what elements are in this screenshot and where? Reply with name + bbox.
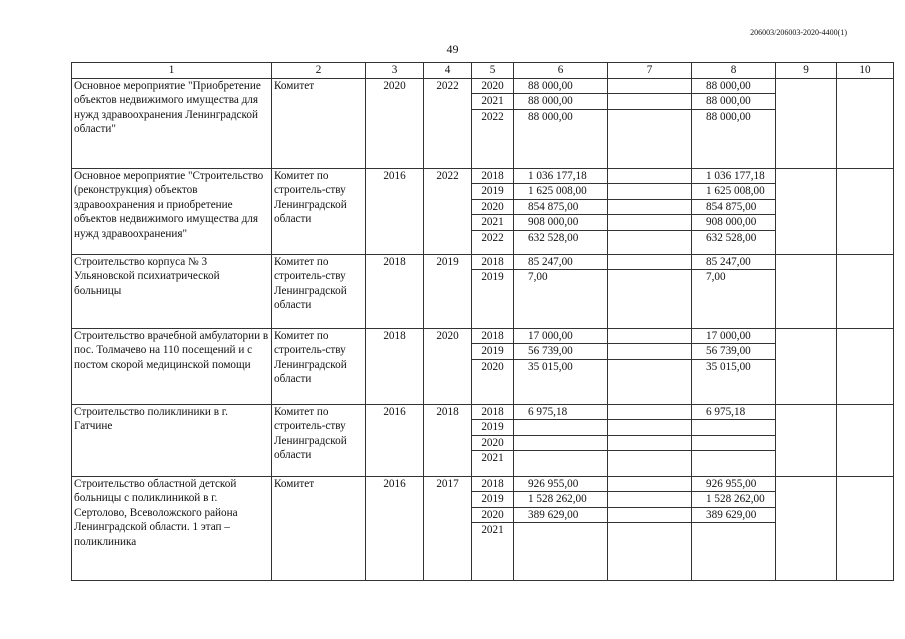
column-10-cell (837, 476, 894, 580)
amount-cell (608, 477, 691, 492)
amount-column-6 (514, 404, 608, 476)
program-table (71, 62, 894, 581)
subrow-table (472, 79, 513, 125)
subrow (472, 184, 513, 200)
amount-cell (608, 507, 691, 523)
amount-cell (608, 492, 691, 508)
amount-cell: 88 000,00 (514, 94, 607, 110)
subrow (472, 79, 513, 94)
end-year: 2018 (424, 404, 472, 476)
subrow-table (514, 477, 607, 538)
amount-cell (608, 199, 691, 215)
amount-cell (608, 270, 691, 285)
amount-column-6 (514, 328, 608, 404)
subrow (608, 523, 691, 538)
subrow (692, 329, 775, 344)
year-cell: 2018 (481, 405, 504, 418)
amount-cell: 908 000,00 (692, 215, 775, 231)
subrow-table (472, 477, 513, 538)
subrow (608, 94, 691, 110)
subrow (472, 451, 513, 466)
subrow-table (692, 79, 775, 125)
end-year: 2019 (424, 254, 472, 328)
start-year: 2016 (366, 168, 424, 254)
table-row (72, 168, 894, 254)
amount-cell (514, 523, 607, 538)
year-cell: 2018 (481, 477, 504, 490)
subrow (514, 230, 607, 245)
column-header: 4 (424, 63, 472, 79)
subrow (472, 405, 513, 420)
year-cell: 2020 (472, 507, 513, 523)
executor: Комитет по строитель-ству Ленинградской области (272, 168, 366, 254)
amount-cell: 6 975,18 (528, 405, 568, 418)
subrow-table (472, 255, 513, 285)
document-number: 206003/206003-2020-4400(1) (750, 28, 847, 37)
amount-cell: 632 528,00 (692, 230, 775, 245)
subrow (608, 420, 691, 436)
subrow-table (692, 477, 775, 538)
amount-cell: 88 000,00 (706, 79, 751, 92)
amount-cell (692, 523, 775, 538)
subrow (692, 523, 775, 538)
years-column (472, 328, 514, 404)
subrow (472, 344, 513, 360)
subrow-table (472, 329, 513, 375)
amount-cell (608, 405, 691, 420)
start-year: 2018 (366, 328, 424, 404)
subrow (608, 199, 691, 215)
executor: Комитет (272, 476, 366, 580)
amount-cell (692, 451, 775, 466)
year-cell: 2018 (481, 169, 504, 182)
activity-name: Строительство областной детской больницы с поликлиникой в г. Сертолово, Всеволожского района Ленинградской области. 1 этап – поликлиника (72, 476, 272, 580)
subrow (692, 255, 775, 270)
column-9-cell (776, 328, 837, 404)
subrow-table (514, 169, 607, 246)
subrow-table (514, 79, 607, 125)
subrow (472, 420, 513, 436)
amount-column-6 (514, 476, 608, 580)
subrow (514, 329, 607, 344)
amount-cell: 854 875,00 (692, 199, 775, 215)
subrow-table (472, 169, 513, 246)
amount-cell: 88 000,00 (514, 109, 607, 124)
executor: Комитет по строитель-ству Ленинградской области (272, 404, 366, 476)
subrow (472, 109, 513, 124)
amount-cell (608, 329, 691, 344)
column-9-cell (776, 254, 837, 328)
start-year: 2016 (366, 476, 424, 580)
column-9-cell (776, 476, 837, 580)
subrow-table (608, 79, 691, 125)
subrow (692, 344, 775, 360)
subrow (472, 169, 513, 184)
subrow-table (608, 329, 691, 375)
subrow (692, 270, 775, 285)
amount-cell: 926 955,00 (706, 477, 757, 490)
table-row (72, 328, 894, 404)
end-year: 2020 (424, 328, 472, 404)
subrow (608, 255, 691, 270)
amount-column-7 (608, 328, 692, 404)
amount-column-8 (692, 254, 776, 328)
amount-cell (608, 451, 691, 466)
subrow (692, 230, 775, 245)
subrow-table (514, 405, 607, 466)
amount-cell (608, 184, 691, 200)
subrow-table (692, 329, 775, 375)
amount-cell: 389 629,00 (514, 507, 607, 523)
year-cell: 2019 (472, 184, 513, 200)
amount-cell (608, 79, 691, 94)
amount-column-8 (692, 476, 776, 580)
subrow (514, 507, 607, 523)
amount-cell: 389 629,00 (692, 507, 775, 523)
amount-column-6 (514, 254, 608, 328)
column-header: 1 (72, 63, 272, 79)
subrow (692, 451, 775, 466)
subrow (608, 507, 691, 523)
subrow-table (692, 169, 775, 246)
subrow (608, 451, 691, 466)
years-column (472, 254, 514, 328)
amount-cell: 88 000,00 (528, 79, 573, 92)
subrow (608, 435, 691, 451)
year-cell: 2019 (472, 344, 513, 360)
subrow (472, 435, 513, 451)
subrow (692, 477, 775, 492)
subrow-table (692, 255, 775, 285)
amount-cell (692, 435, 775, 451)
subrow (514, 255, 607, 270)
amount-cell (608, 109, 691, 124)
amount-column-6 (514, 78, 608, 168)
amount-column-8 (692, 78, 776, 168)
year-cell: 2018 (481, 255, 504, 268)
column-10-cell (837, 168, 894, 254)
subrow (472, 199, 513, 215)
subrow (692, 405, 775, 420)
subrow (608, 79, 691, 94)
amount-cell: 56 739,00 (692, 344, 775, 360)
subrow (472, 523, 513, 538)
subrow-table (514, 329, 607, 375)
column-10-cell (837, 404, 894, 476)
amount-cell: 35 015,00 (514, 359, 607, 374)
amount-cell: 85 247,00 (528, 255, 573, 268)
column-header: 9 (776, 63, 837, 79)
subrow-table (472, 405, 513, 466)
subrow (514, 94, 607, 110)
amount-cell: 1 036 177,18 (706, 169, 765, 182)
subrow (514, 199, 607, 215)
subrow (608, 184, 691, 200)
activity-name: Строительство врачебной амбулатории в пос. Толмачево на 110 посещений и с постом скорой медицинской помощи (72, 328, 272, 404)
start-year: 2020 (366, 78, 424, 168)
subrow (692, 492, 775, 508)
column-header: 5 (472, 63, 514, 79)
subrow (472, 255, 513, 270)
subrow (514, 169, 607, 184)
amount-cell (608, 255, 691, 270)
year-cell: 2021 (472, 523, 513, 538)
column-number-row (72, 63, 894, 79)
subrow (472, 230, 513, 245)
subrow (472, 94, 513, 110)
table-row (72, 404, 894, 476)
amount-cell: 6 975,18 (706, 405, 746, 418)
amount-cell: 908 000,00 (514, 215, 607, 231)
amount-cell: 1 625 008,00 (692, 184, 775, 200)
amount-column-7 (608, 476, 692, 580)
amount-column-6 (514, 168, 608, 254)
amount-cell: 17 000,00 (706, 329, 751, 342)
amount-column-7 (608, 78, 692, 168)
amount-column-7 (608, 168, 692, 254)
column-header: 8 (692, 63, 776, 79)
column-header: 6 (514, 63, 608, 79)
column-header: 3 (366, 63, 424, 79)
subrow-table (608, 169, 691, 246)
amount-cell: 7,00 (514, 270, 607, 285)
amount-cell (608, 344, 691, 360)
column-10-cell (837, 328, 894, 404)
subrow (608, 477, 691, 492)
subrow (514, 451, 607, 466)
amount-cell (608, 523, 691, 538)
column-10-cell (837, 254, 894, 328)
amount-cell (608, 169, 691, 184)
amount-cell (608, 420, 691, 436)
subrow (692, 184, 775, 200)
amount-column-7 (608, 254, 692, 328)
year-cell: 2020 (481, 79, 504, 92)
subrow (608, 359, 691, 374)
executor: Комитет по строитель-ству Ленинградской области (272, 254, 366, 328)
subrow (472, 492, 513, 508)
end-year: 2022 (424, 78, 472, 168)
year-cell: 2020 (472, 435, 513, 451)
table-row (72, 254, 894, 328)
subrow (514, 523, 607, 538)
subrow (514, 344, 607, 360)
column-10-cell (837, 78, 894, 168)
year-cell: 2022 (472, 230, 513, 245)
year-cell: 2022 (472, 109, 513, 124)
subrow (692, 435, 775, 451)
amount-cell: 1 528 262,00 (514, 492, 607, 508)
subrow (692, 109, 775, 124)
amount-column-8 (692, 404, 776, 476)
activity-name: Строительство поликлиники в г. Гатчине (72, 404, 272, 476)
amount-cell: 7,00 (692, 270, 775, 285)
amount-cell: 56 739,00 (514, 344, 607, 360)
year-cell: 2021 (472, 94, 513, 110)
subrow (608, 109, 691, 124)
column-9-cell (776, 168, 837, 254)
activity-name: Основное мероприятие "Строительство (реконструкция) объектов здравоохранения и приобретение объектов недвижимого имущества для нужд здравоохранения" (72, 168, 272, 254)
subrow (514, 109, 607, 124)
amount-cell (608, 230, 691, 245)
subrow-table (608, 477, 691, 538)
page-number: 49 (446, 42, 459, 56)
subrow (472, 215, 513, 231)
column-header: 7 (608, 63, 692, 79)
amount-cell: 854 875,00 (514, 199, 607, 215)
subrow (514, 184, 607, 200)
year-cell: 2020 (472, 199, 513, 215)
subrow (608, 230, 691, 245)
amount-cell: 17 000,00 (528, 329, 573, 342)
end-year: 2017 (424, 476, 472, 580)
amount-cell (514, 435, 607, 451)
subrow-table (514, 255, 607, 285)
amount-cell: 926 955,00 (528, 477, 579, 490)
subrow (514, 270, 607, 285)
amount-cell: 1 036 177,18 (528, 169, 587, 182)
amount-cell (608, 94, 691, 110)
subrow (608, 270, 691, 285)
subrow (608, 329, 691, 344)
subrow (514, 359, 607, 374)
years-column (472, 404, 514, 476)
column-header: 10 (837, 63, 894, 79)
amount-cell: 1 528 262,00 (692, 492, 775, 508)
column-header: 2 (272, 63, 366, 79)
subrow (472, 270, 513, 285)
subrow (514, 420, 607, 436)
executor: Комитет по строитель-ству Ленинградской области (272, 328, 366, 404)
subrow (514, 215, 607, 231)
amount-cell: 632 528,00 (514, 230, 607, 245)
subrow-table (608, 255, 691, 285)
subrow (692, 359, 775, 374)
year-cell: 2020 (472, 359, 513, 374)
column-9-cell (776, 404, 837, 476)
table-row (72, 78, 894, 168)
subrow (608, 169, 691, 184)
years-column (472, 476, 514, 580)
amount-cell: 1 625 008,00 (514, 184, 607, 200)
years-column (472, 78, 514, 168)
subrow (692, 199, 775, 215)
subrow (692, 169, 775, 184)
amount-column-8 (692, 168, 776, 254)
table-row (72, 476, 894, 580)
subrow (608, 215, 691, 231)
year-cell: 2018 (481, 329, 504, 342)
end-year: 2022 (424, 168, 472, 254)
activity-name: Основное мероприятие "Приобретение объектов недвижимого имущества для нужд здравоохранения Ленинградской области" (72, 78, 272, 168)
amount-column-8 (692, 328, 776, 404)
amount-cell (608, 359, 691, 374)
amount-cell (514, 451, 607, 466)
subrow-table (692, 405, 775, 466)
subrow (514, 435, 607, 451)
start-year: 2016 (366, 404, 424, 476)
subrow (472, 359, 513, 374)
subrow (472, 329, 513, 344)
years-column (472, 168, 514, 254)
subrow (608, 492, 691, 508)
amount-cell (692, 420, 775, 436)
subrow (472, 507, 513, 523)
subrow-table (608, 405, 691, 466)
subrow (514, 492, 607, 508)
subrow (692, 79, 775, 94)
subrow (472, 477, 513, 492)
start-year: 2018 (366, 254, 424, 328)
year-cell: 2021 (472, 215, 513, 231)
year-cell: 2019 (472, 492, 513, 508)
subrow (514, 477, 607, 492)
subrow (692, 215, 775, 231)
amount-cell (608, 215, 691, 231)
subrow (514, 405, 607, 420)
executor: Комитет (272, 78, 366, 168)
year-cell: 2019 (472, 420, 513, 436)
subrow (692, 420, 775, 436)
subrow (692, 507, 775, 523)
year-cell: 2019 (472, 270, 513, 285)
amount-cell: 35 015,00 (692, 359, 775, 374)
amount-cell (514, 420, 607, 436)
subrow (608, 344, 691, 360)
subrow (514, 79, 607, 94)
amount-column-7 (608, 404, 692, 476)
amount-cell: 88 000,00 (692, 109, 775, 124)
amount-cell: 88 000,00 (692, 94, 775, 110)
amount-cell (608, 435, 691, 451)
subrow (608, 405, 691, 420)
activity-name: Строительство корпуса № 3 Ульяновской психиатрической больницы (72, 254, 272, 328)
year-cell: 2021 (472, 451, 513, 466)
amount-cell: 85 247,00 (706, 255, 751, 268)
column-9-cell (776, 78, 837, 168)
subrow (692, 94, 775, 110)
